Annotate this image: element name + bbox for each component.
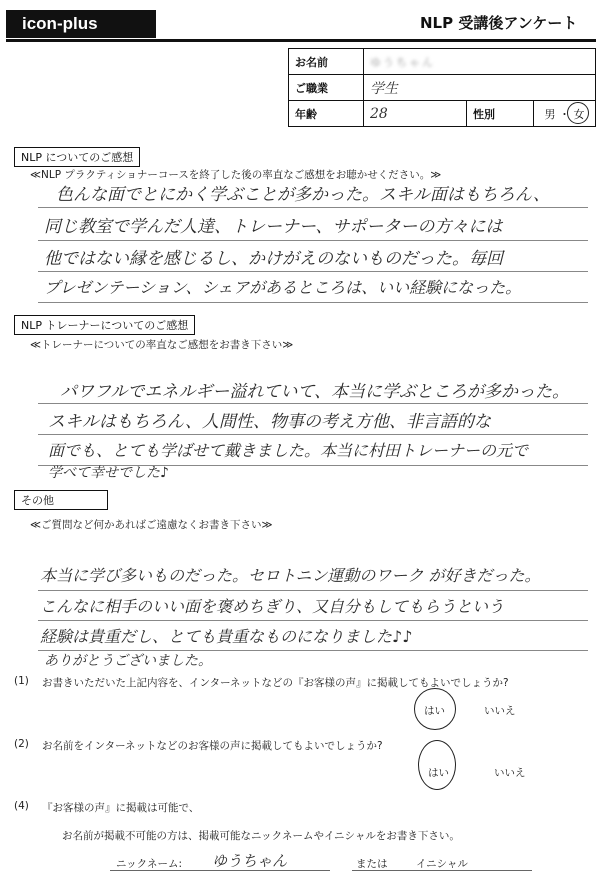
gender-value: 男 ・ 女 <box>544 107 585 121</box>
section2-rule-1 <box>38 403 588 404</box>
section2-answer-line-2: スキルはもちろん、人間性、物事の考え方他、非言語的な <box>48 412 491 432</box>
gender-label: 性別 <box>467 101 534 127</box>
section3-rule-2 <box>38 620 588 621</box>
section3-heading: その他 <box>14 490 108 510</box>
or-label: または <box>356 858 388 870</box>
name-value: ゆうちゃん <box>370 55 435 69</box>
section1-answer-line-3: 他ではない縁を感じるし、かけがえのないものだった。毎回 <box>44 249 503 269</box>
section2-answer-line-3: 面でも、とても学ばせて戴きました。本当に村田トレーナーの元で <box>48 441 529 460</box>
logo: icon-plus <box>6 10 156 38</box>
section3-answer-line-3: 経験は貴重だし、とても貴重なものになりました♪♪ <box>40 627 413 646</box>
section3-prompt: ≪ご質問など何かあればご遠慮なくお書き下さい≫ <box>30 519 273 531</box>
question2-yes: はい <box>428 767 449 779</box>
question1-no: いいえ <box>484 705 516 717</box>
gender-circle-mark <box>567 102 589 124</box>
occupation-value: 学生 <box>370 80 398 97</box>
section3-answer-line-4: ありがとうございました。 <box>44 653 212 669</box>
question2-text: お名前をインターネットなどのお客様の声に掲載してもよいでしょうか? <box>42 740 383 752</box>
question1-text: お書きいただいた上記内容を、インターネットなどの『お客様の声』に掲載してもよいでしょうか? <box>42 677 509 689</box>
section1-heading: NLP についてのご感想 <box>14 147 140 167</box>
initial-underline <box>352 870 532 871</box>
question2-number: (2) <box>14 738 29 750</box>
section2-answer-line-1: パワフルでエネルギー溢れていて、本当に学ぶところが多かった。 <box>60 382 569 402</box>
section2-answer-line-4: 学べて幸せでした♪ <box>48 465 169 481</box>
question1-number: (1) <box>14 675 29 687</box>
section1-answer-line-4: プレゼンテーション、シェアがあるところは、いい経験になった。 <box>44 278 522 297</box>
question4-number: (4) <box>14 800 29 812</box>
section2-heading: NLP トレーナーについてのご感想 <box>14 315 195 335</box>
initial-label: イニシャル <box>416 858 468 870</box>
nickname-label: ニックネーム: <box>116 858 183 870</box>
section1-rule-3 <box>38 271 588 272</box>
section3-answer-line-1: 本当に学び多いものだった。セロトニン運動のワーク が好きだった。 <box>40 566 541 585</box>
nickname-underline <box>110 870 330 871</box>
age-value: 28 <box>370 105 388 122</box>
page-title: NLP 受講後アンケート <box>420 14 578 32</box>
question4-subtext: お名前が掲載不可能の方は、掲載可能なニックネームやイニシャルをお書き下さい。 <box>62 830 460 842</box>
section3-rule-1 <box>38 590 588 591</box>
occupation-label: ご職業 <box>289 75 364 101</box>
header-rule <box>6 39 596 42</box>
respondent-info-table <box>288 48 596 127</box>
section2-prompt: ≪トレーナーについての率直なご感想をお書き下さい≫ <box>30 339 294 351</box>
section1-rule-4 <box>38 302 588 303</box>
section1-answer-line-1: 色んな面でとにかく学ぶことが多かった。スキル面はもちろん、 <box>56 185 550 205</box>
question4-text: 『お客様の声』に掲載は可能で、 <box>42 802 200 814</box>
section3-answer-line-2: こんなに相手のいい面を褒めちぎり、又自分もしてもらうという <box>40 597 505 616</box>
question2-yes-circle-mark <box>418 740 456 790</box>
section2-rule-2 <box>38 434 588 435</box>
section1-prompt: ≪NLP プラクティショナーコースを終了した後の率直なご感想をお聴かせください。≫ <box>30 169 442 181</box>
section1-rule-2 <box>38 240 588 241</box>
section1-rule-1 <box>38 207 588 208</box>
name-label: お名前 <box>289 49 364 75</box>
age-label: 年齢 <box>289 101 364 127</box>
question1-yes-circle-mark <box>414 688 456 730</box>
nickname-value: ゆうちゃん <box>212 852 288 870</box>
section1-answer-line-2: 同じ教室で学んだ人達、トレーナー、サポーターの方々には <box>44 217 503 237</box>
question2-no: いいえ <box>494 767 526 779</box>
question1-yes: はい <box>424 705 445 717</box>
